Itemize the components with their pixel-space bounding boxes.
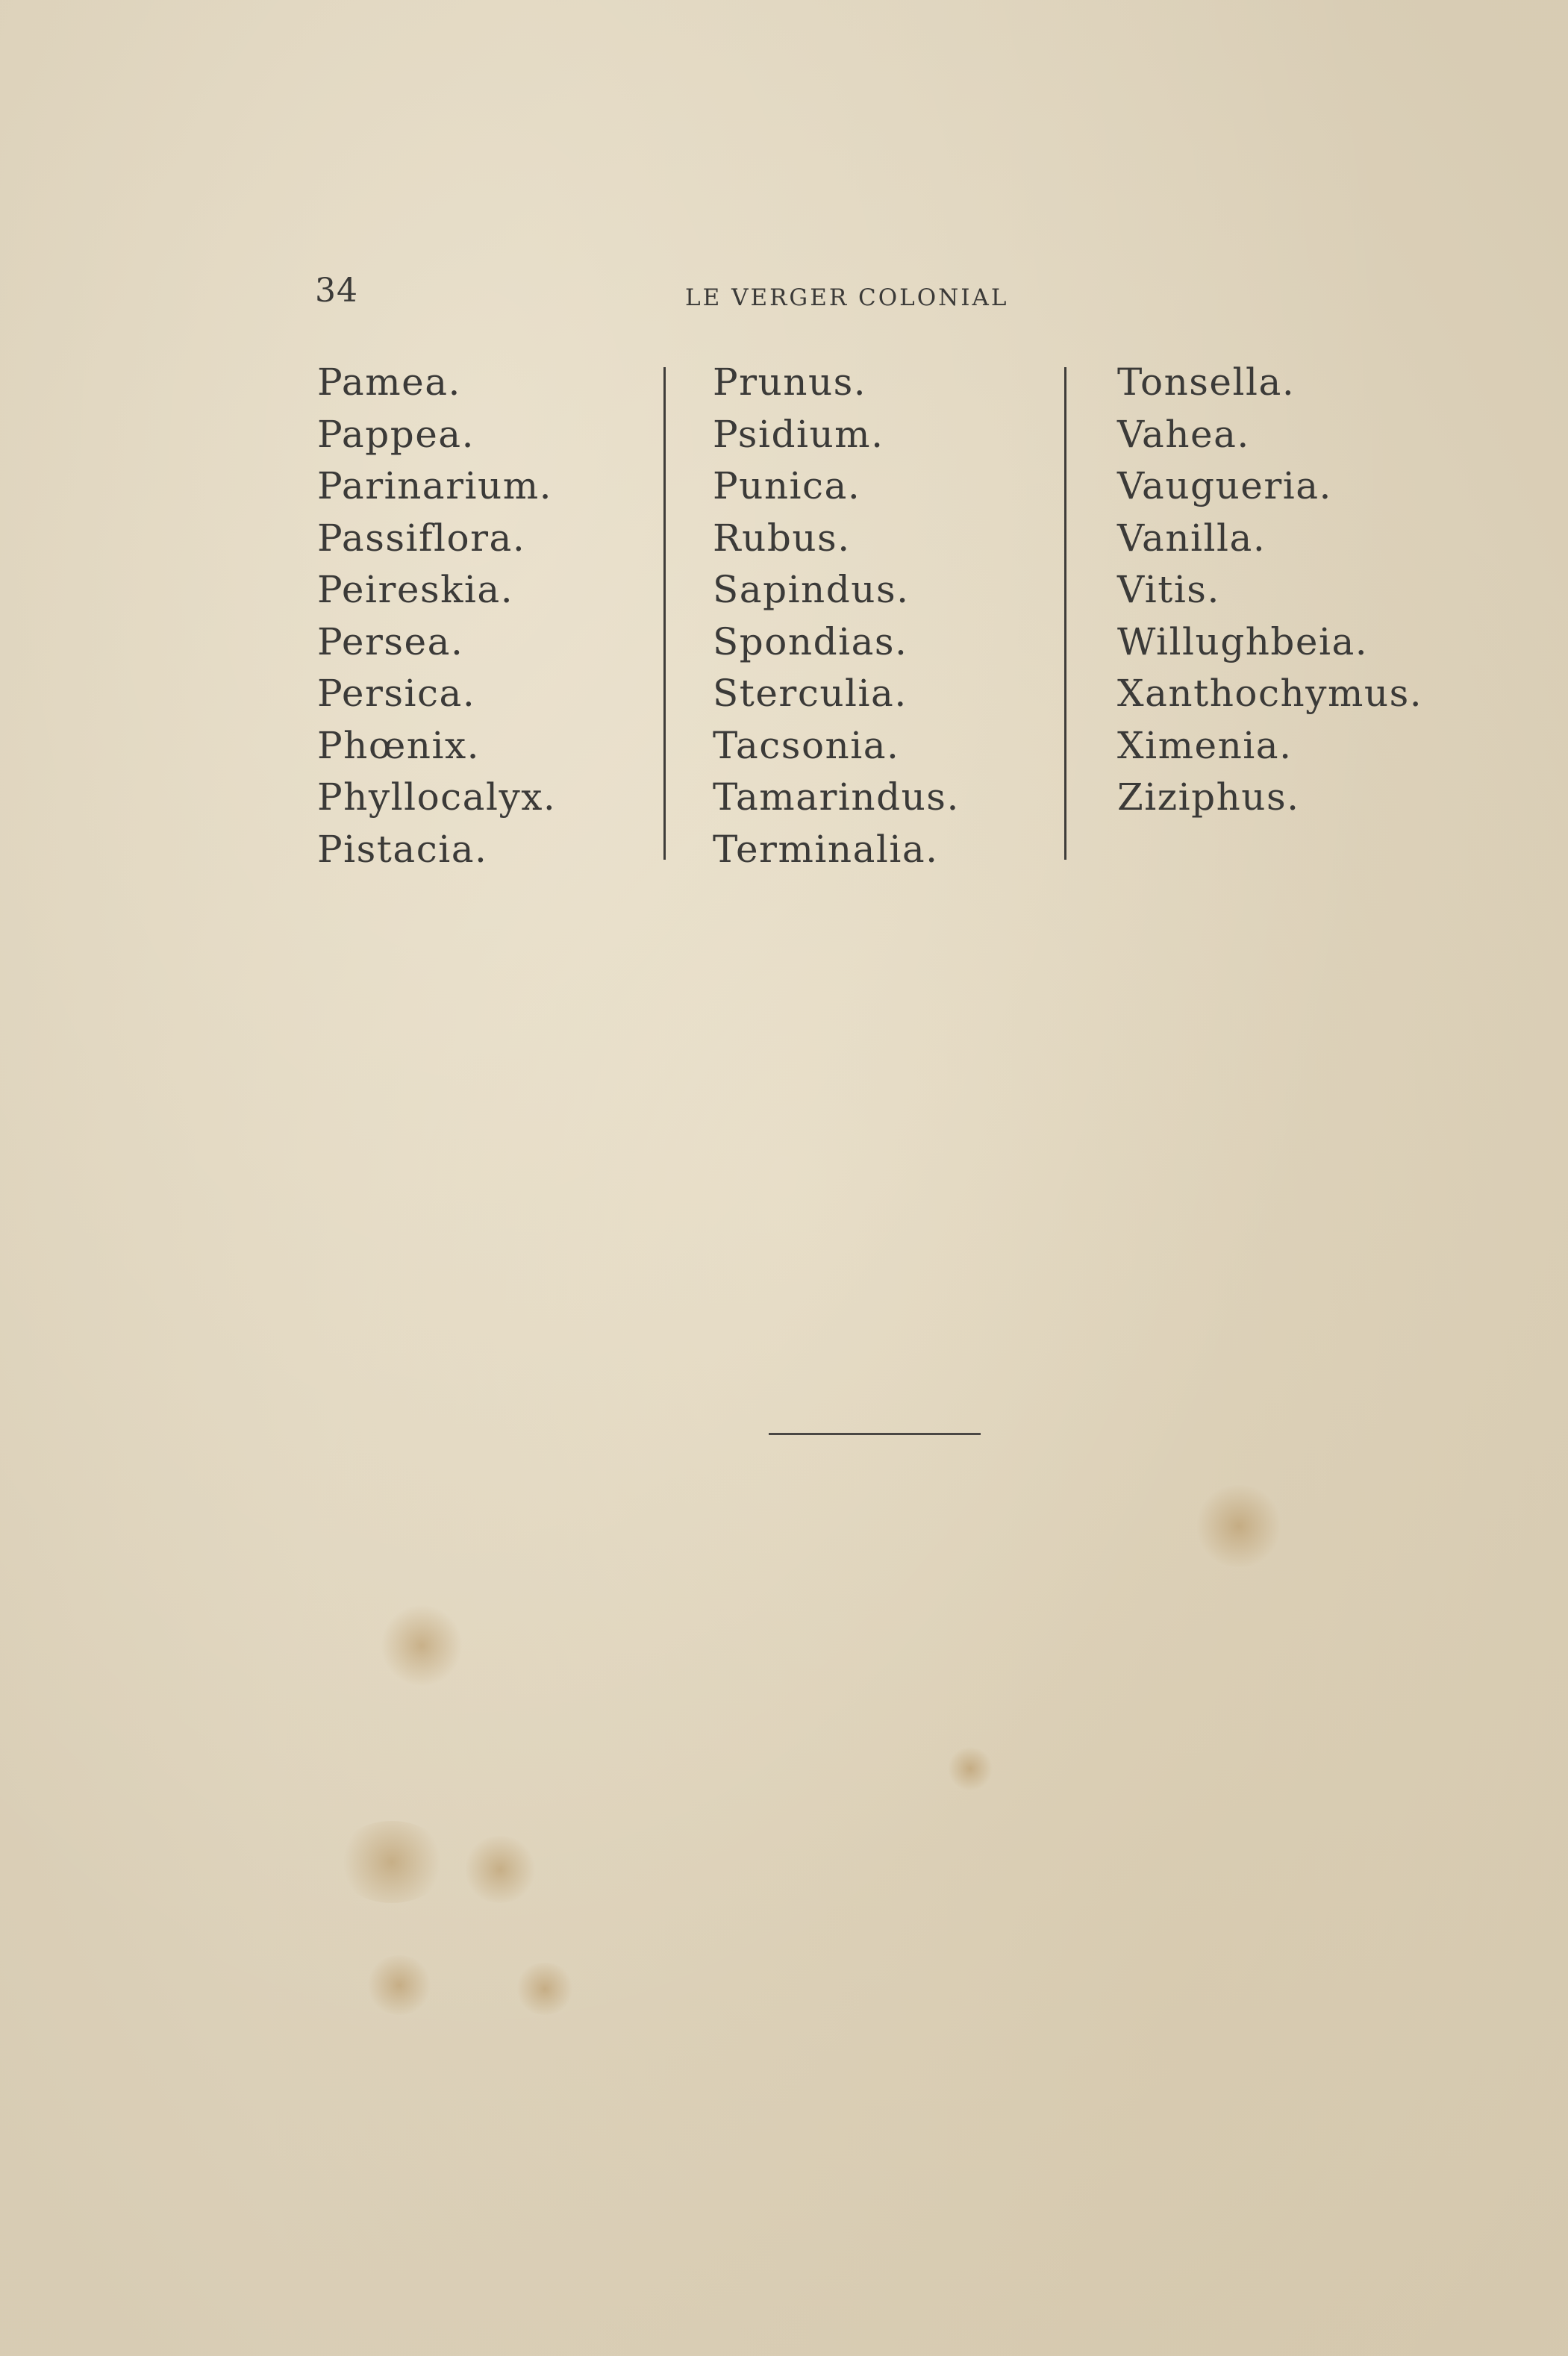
- genus-entry: Psidium.: [713, 412, 884, 456]
- genus-entry: Pistacia.: [317, 827, 488, 871]
- genus-entry: Phyllocalyx.: [317, 775, 557, 819]
- genus-entry: Tamarindus.: [713, 775, 960, 819]
- genus-entry: Passiflora.: [317, 516, 526, 560]
- page-number: 34: [315, 272, 358, 310]
- genus-entry: Terminalia.: [713, 827, 939, 871]
- genus-column-2: [713, 357, 960, 875]
- genus-entry: Sterculia.: [713, 672, 908, 715]
- foxing-spot: [463, 1836, 537, 1903]
- genus-entry: Willughbeia.: [1117, 619, 1369, 663]
- genus-entry: Rubus.: [713, 516, 851, 560]
- foxing-spot: [1194, 1485, 1284, 1567]
- genus-entry: Pappea.: [317, 412, 475, 456]
- genus-entry: Vahea.: [1117, 412, 1250, 456]
- genus-entry: Tonsella.: [1117, 360, 1296, 404]
- genus-entry: Vanilla.: [1117, 516, 1266, 560]
- genus-entry: Persea.: [317, 619, 464, 663]
- genus-entry: Phœnix.: [317, 723, 481, 767]
- genus-entry: Sapindus.: [713, 568, 910, 611]
- genus-entry: Prunus.: [713, 360, 867, 404]
- genus-column-1: [317, 357, 556, 875]
- foxing-spot: [515, 1963, 575, 2015]
- genus-entry: Ximenia.: [1117, 723, 1293, 767]
- genus-entry: Parinarium.: [317, 464, 553, 507]
- foxing-spot: [948, 1746, 993, 1791]
- genus-entry: Punica.: [713, 464, 861, 507]
- genus-entry: Vaugueria.: [1117, 464, 1332, 507]
- genus-entry: Tacsonia.: [713, 723, 900, 767]
- foxing-spot: [381, 1604, 463, 1687]
- column-divider: [1064, 367, 1066, 860]
- genus-entry: Spondias.: [713, 619, 908, 663]
- column-divider: [663, 367, 666, 860]
- running-head: LE VERGER COLONIAL: [685, 284, 1009, 311]
- genus-entry: Ziziphus.: [1117, 775, 1300, 819]
- section-end-rule: [769, 1433, 981, 1435]
- genus-entry: Persica.: [317, 672, 476, 715]
- genus-entry: Xanthochymus.: [1117, 672, 1423, 715]
- genus-entry: Peireskia.: [317, 568, 514, 611]
- genus-entry: Pamea.: [317, 360, 461, 404]
- genus-column-3: [1117, 357, 1422, 824]
- foxing-spot: [336, 1821, 448, 1903]
- foxing-spot: [366, 1955, 433, 2015]
- genus-entry: Vitis.: [1117, 568, 1220, 611]
